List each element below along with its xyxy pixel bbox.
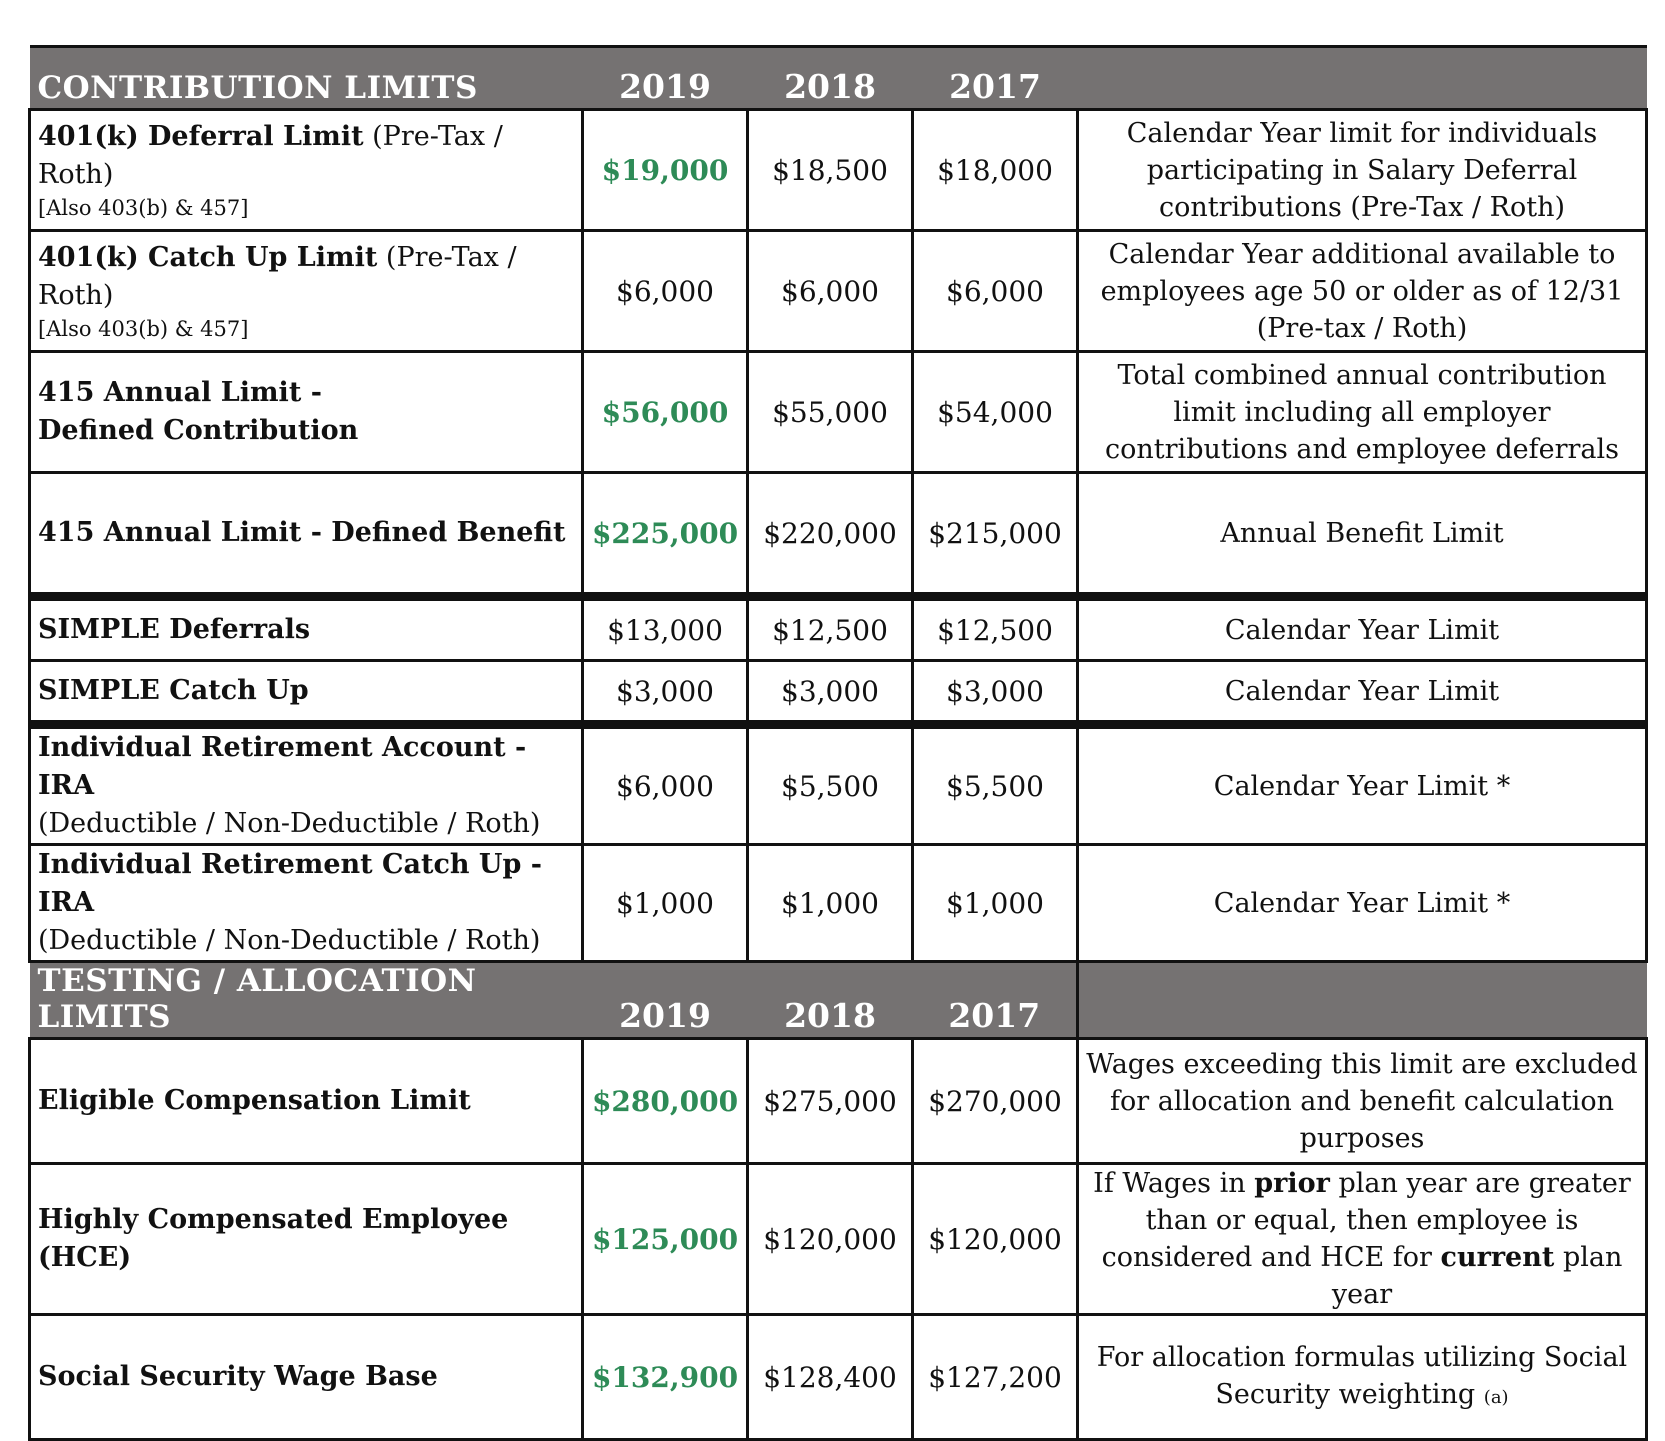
footnote-marker: (a) xyxy=(1483,1386,1509,1408)
row-name: Individual Retirement Account - IRA xyxy=(38,732,527,801)
value-2019: $132,900 xyxy=(583,1315,748,1440)
value-2018: $220,000 xyxy=(748,473,913,597)
table-row xyxy=(30,473,1647,597)
value-2017: $12,500 xyxy=(913,597,1078,661)
contribution-header-row xyxy=(30,47,1647,110)
contribution-section-title: CONTRIBUTION LIMITS xyxy=(30,47,583,110)
desc-part: For allocation formulas utilizing Social Security weighting xyxy=(1096,1341,1628,1410)
testing-header-row xyxy=(30,962,1647,1039)
value-2017: $54,000 xyxy=(913,352,1078,473)
value-2018: $1,000 xyxy=(748,845,913,962)
desc-part: plan year xyxy=(1331,1242,1623,1310)
row-label xyxy=(30,597,583,661)
limits-table xyxy=(28,45,1648,1441)
table-row xyxy=(30,352,1647,473)
row-description: Calendar Year Limit * xyxy=(1078,725,1647,845)
value-2018: $3,000 xyxy=(748,661,913,725)
row-line2: (Deductible / Non-Deductible / Roth) xyxy=(38,925,541,956)
value-2019: $6,000 xyxy=(583,725,748,845)
row-description: Calendar Year Limit * xyxy=(1078,845,1647,962)
row-name: 415 Annual Limit - Defined Benefit xyxy=(38,517,566,548)
value-2018: $275,000 xyxy=(748,1039,913,1164)
row-name: Individual Retirement Catch Up - IRA xyxy=(38,849,542,918)
row-name: Social Security Wage Base xyxy=(38,1361,438,1392)
row-description: Calendar Year additional available to employees age 50 or older as of 12/31 (Pre-tax / Roth) xyxy=(1078,231,1647,352)
value-2017: $5,500 xyxy=(913,725,1078,845)
row-name: 401(k) Deferral Limit xyxy=(38,121,364,152)
value-2018: $12,500 xyxy=(748,597,913,661)
value-2018: $55,000 xyxy=(748,352,913,473)
table-row xyxy=(30,597,1647,661)
value-2019: $280,000 xyxy=(583,1039,748,1164)
value-2019: $3,000 xyxy=(583,661,748,725)
value-2017: $3,000 xyxy=(913,661,1078,725)
value-2018: $5,500 xyxy=(748,725,913,845)
value-2018: $18,500 xyxy=(748,110,913,231)
value-2017: $127,200 xyxy=(913,1315,1078,1440)
header-blank xyxy=(1078,47,1647,110)
value-2019: $19,000 xyxy=(583,110,748,231)
desc-bold-prior: prior xyxy=(1254,1168,1330,1199)
testing-section-title: TESTING / ALLOCATION LIMITS xyxy=(30,962,583,1039)
value-2019: $6,000 xyxy=(583,231,748,352)
value-2017: $270,000 xyxy=(913,1039,1078,1164)
row-sub: [Also 403(b) & 457] xyxy=(38,317,249,341)
row-name: Highly Compensated Employee (HCE) xyxy=(38,1204,509,1273)
row-label xyxy=(30,1164,583,1315)
row-paren: (Pre-Tax / Roth) xyxy=(38,242,517,311)
row-paren: (Pre-Tax / Roth) xyxy=(38,121,503,190)
table-row xyxy=(30,661,1647,725)
value-2017: $215,000 xyxy=(913,473,1078,597)
value-2018: $128,400 xyxy=(748,1315,913,1440)
row-description: Calendar Year Limit xyxy=(1078,661,1647,725)
desc-part: If Wages in xyxy=(1093,1168,1246,1199)
row-description xyxy=(1078,1315,1647,1440)
row-description: Calendar Year limit for individuals participating in Salary Deferral contributions (Pre-Tax / Roth) xyxy=(1078,110,1647,231)
row-description xyxy=(1078,1164,1647,1315)
row-line2: (Deductible / Non-Deductible / Roth) xyxy=(38,808,541,839)
table-row xyxy=(30,110,1647,231)
value-2019: $1,000 xyxy=(583,845,748,962)
row-name: Eligible Compensation Limit xyxy=(38,1085,471,1116)
row-description: Total combined annual contribution limit including all employer contributions and employee deferrals xyxy=(1078,352,1647,473)
desc-bold-current: current xyxy=(1440,1242,1555,1273)
row-description: Wages exceeding this limit are excluded for allocation and benefit calculation purposes xyxy=(1078,1039,1647,1164)
value-2018: $6,000 xyxy=(748,231,913,352)
row-label xyxy=(30,725,583,845)
value-2019: $56,000 xyxy=(583,352,748,473)
row-name: 401(k) Catch Up Limit xyxy=(38,242,378,273)
table-row xyxy=(30,725,1647,845)
row-name: SIMPLE Catch Up xyxy=(38,675,309,706)
value-2017: $120,000 xyxy=(913,1164,1078,1315)
row-label xyxy=(30,1315,583,1440)
year-header-2018: 2018 xyxy=(748,47,913,110)
table-row xyxy=(30,231,1647,352)
row-sub: [Also 403(b) & 457] xyxy=(38,196,249,220)
value-2017: $1,000 xyxy=(913,845,1078,962)
year-header-2017: 2017 xyxy=(913,962,1078,1039)
row-description: Annual Benefit Limit xyxy=(1078,473,1647,597)
year-header-2019: 2019 xyxy=(583,47,748,110)
row-label xyxy=(30,231,583,352)
row-label xyxy=(30,110,583,231)
value-2017: $18,000 xyxy=(913,110,1078,231)
row-label xyxy=(30,1039,583,1164)
value-2017: $6,000 xyxy=(913,231,1078,352)
year-header-2018: 2018 xyxy=(748,962,913,1039)
row-label xyxy=(30,661,583,725)
row-label xyxy=(30,845,583,962)
row-label xyxy=(30,352,583,473)
row-name: 415 Annual Limit - Defined Contribution xyxy=(38,377,359,446)
value-2019: $125,000 xyxy=(583,1164,748,1315)
limits-sheet xyxy=(28,45,1645,1441)
value-2018: $120,000 xyxy=(748,1164,913,1315)
row-description: Calendar Year Limit xyxy=(1078,597,1647,661)
table-row xyxy=(30,1039,1647,1164)
year-header-2017: 2017 xyxy=(913,47,1078,110)
value-2019: $225,000 xyxy=(583,473,748,597)
table-row xyxy=(30,845,1647,962)
row-label xyxy=(30,473,583,597)
desc-part: plan year are greater than or equal, then employee is considered and HCE for xyxy=(1101,1168,1631,1273)
header-blank xyxy=(1078,962,1647,1039)
value-2019: $13,000 xyxy=(583,597,748,661)
table-row xyxy=(30,1164,1647,1315)
row-name: SIMPLE Deferrals xyxy=(38,614,311,645)
table-row xyxy=(30,1315,1647,1440)
year-header-2019: 2019 xyxy=(583,962,748,1039)
